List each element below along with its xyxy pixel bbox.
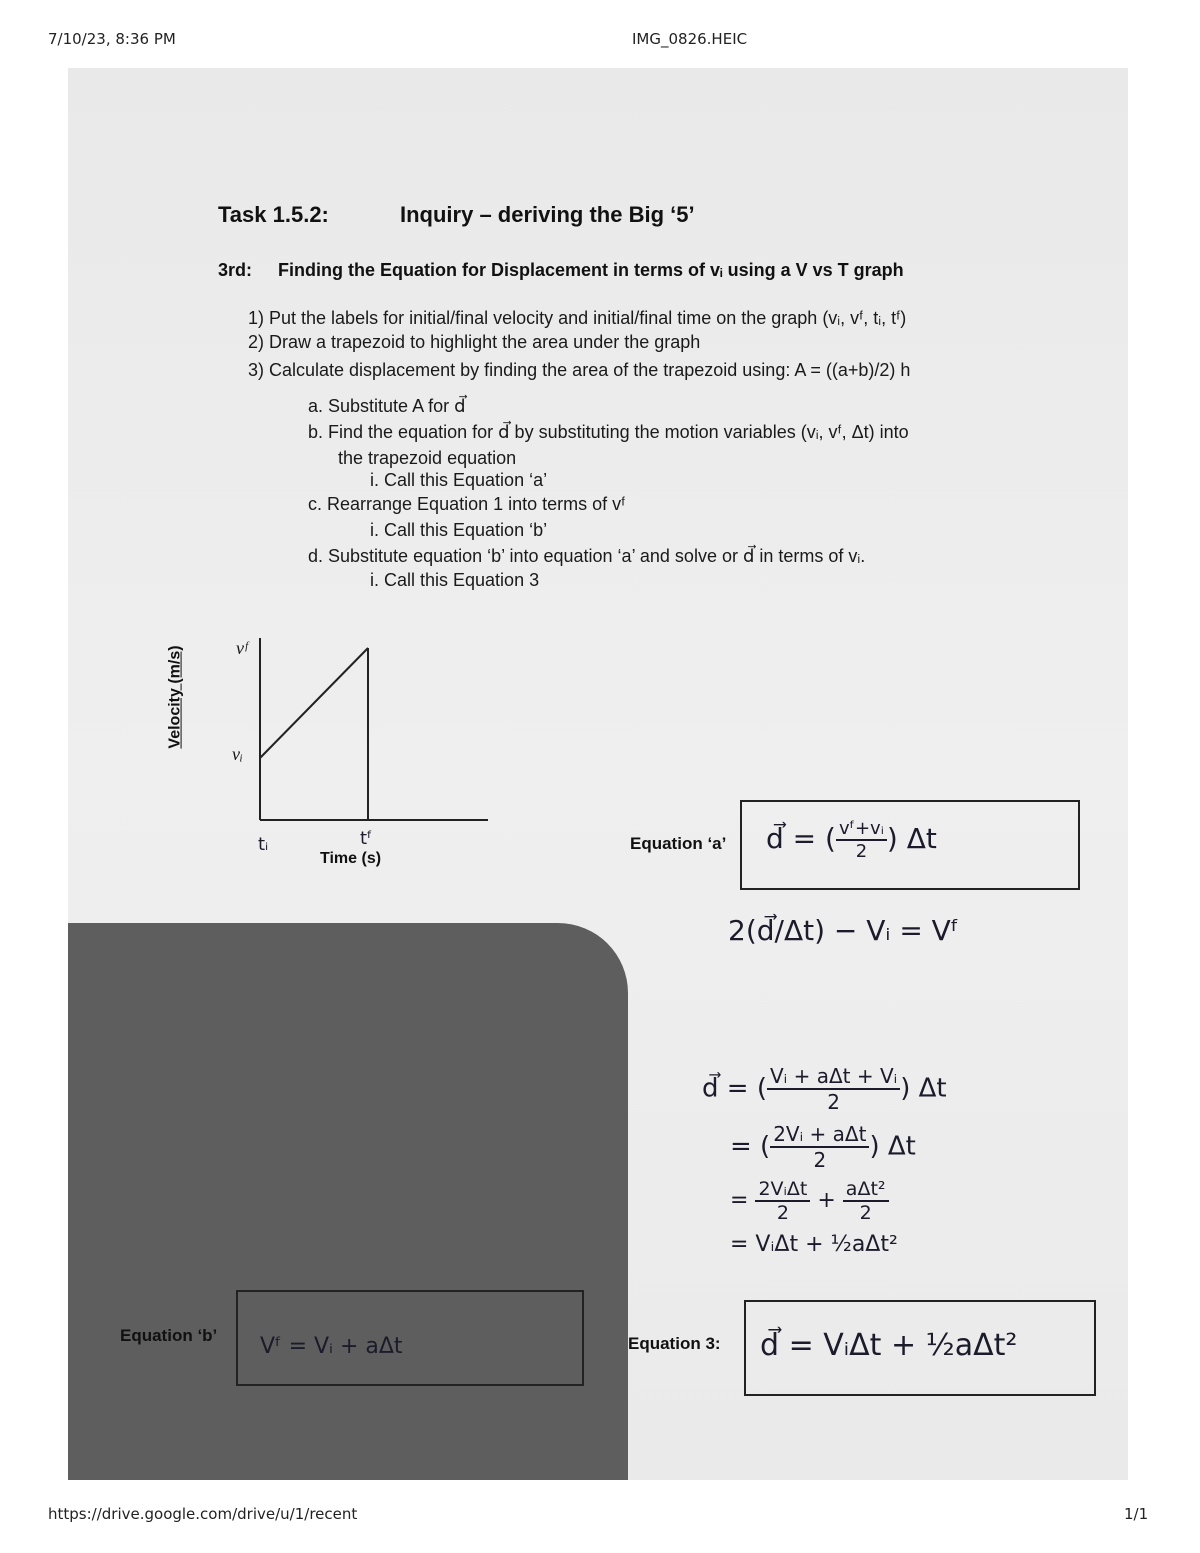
print-url: https://drive.google.com/drive/u/1/recent (48, 1505, 358, 1523)
work-line-4: = $\frac{\text{2VᵢΔt}}{2}$ + $\frac{\text{aΔt²}}{2}$ (730, 1178, 889, 1224)
section-title: Finding the Equation for Displacement in terms of vᵢ using a V vs T graph (278, 260, 904, 280)
graph-vf-label: vᶠ (236, 638, 248, 658)
step-1: 1) Put the labels for initial/final velocity and initial/final time on the graph (vᵢ, vᶠ, tᵢ, tᶠ) (248, 308, 907, 328)
substep-b-cont: the trapezoid equation (338, 448, 517, 468)
section-label: 3rd: (218, 260, 253, 280)
substep-d-i: i. Call this Equation 3 (370, 570, 540, 590)
graph-xlabel: Time (s) (320, 850, 382, 867)
print-page-number: 1/1 (1124, 1505, 1149, 1523)
worksheet-photo (68, 68, 1128, 1480)
substep-b-i: i. Call this Equation ‘a’ (370, 470, 548, 490)
task-title: Inquiry – deriving the Big ‘5’ (400, 202, 695, 227)
work-line-1: 2(d⃗/Δt) − Vᵢ = Vᶠ (728, 914, 960, 947)
substep-d: d. Substitute equation ‘b’ into equation ‘a’ and solve or d⃗ in terms of vᵢ. (308, 546, 866, 566)
equation-3-box (744, 1300, 1096, 1396)
work-line-5: = VᵢΔt + ½aΔt² (730, 1232, 898, 1257)
equation-b-box (236, 1290, 584, 1386)
equation-b-handwritten: Vᶠ = Vᵢ + aΔt (260, 1334, 403, 1359)
equation-a-box (740, 800, 1080, 890)
print-filename: IMG_0826.HEIC (632, 30, 748, 48)
equation-b-label: Equation ‘b’ (120, 1326, 218, 1345)
hand-ti-label: tᵢ (258, 834, 269, 855)
substep-a: a. Substitute A for d⃗ (308, 396, 466, 416)
step-3: 3) Calculate displacement by finding the area of the trapezoid using: A = ((a+b)/2) h (248, 360, 911, 380)
equation-a-label: Equation ‘a’ (630, 834, 727, 853)
task-number: Task 1.5.2: (218, 202, 329, 227)
substep-c-i: i. Call this Equation ‘b’ (370, 520, 548, 540)
substep-c: c. Rearrange Equation 1 into terms of vᶠ (308, 494, 626, 514)
work-line-3: = ( $\frac{\text{2Vᵢ + aΔt}}{2}$ ) Δt (730, 1122, 916, 1172)
work-line-2: d⃗ = ( $\frac{\text{Vᵢ + aΔt + Vᵢ}}{2}$ ) Δt (702, 1064, 947, 1114)
print-datetime: 7/10/23, 8:36 PM (48, 30, 176, 48)
equation-a-handwritten: d⃗ = ( $\frac{\text{vᶠ+vᵢ}}{2}$ ) Δt (766, 818, 937, 862)
graph-ylabel: Velocity (m/s) (166, 645, 184, 749)
graph-vi-label: vᵢ (232, 744, 243, 764)
substep-b: b. Find the equation for d⃗ by substituting the motion variables (vᵢ, vᶠ, Δt) into (308, 422, 909, 442)
step-2: 2) Draw a trapezoid to highlight the area under the graph (248, 332, 701, 352)
velocity-time-graph (248, 628, 508, 828)
equation-3-handwritten: d⃗ = VᵢΔt + ½aΔt² (760, 1328, 1018, 1363)
equation-3-label: Equation 3: (628, 1334, 721, 1353)
hand-tf-label: tᶠ (360, 828, 373, 849)
velocity-line (260, 648, 368, 758)
